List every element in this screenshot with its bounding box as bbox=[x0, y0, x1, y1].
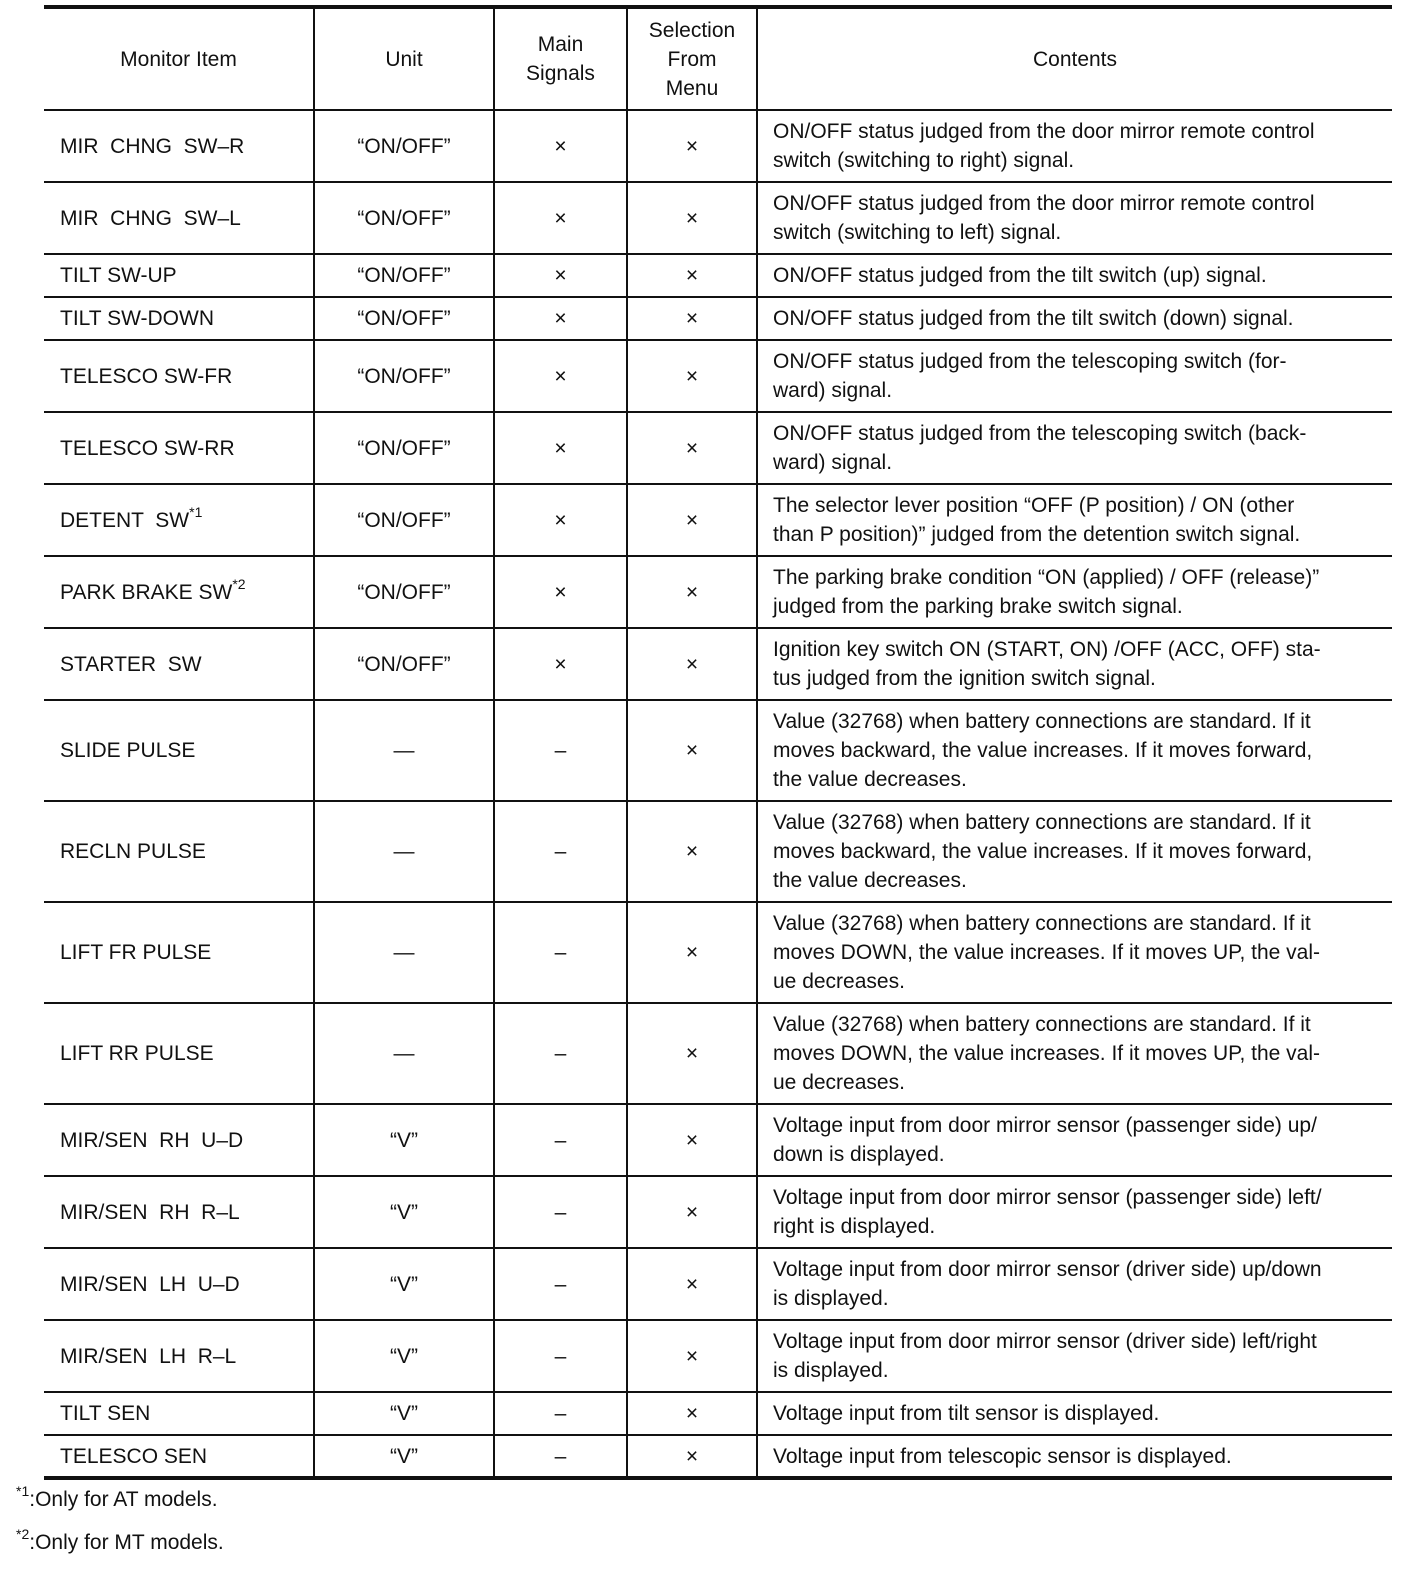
table-row bbox=[44, 1320, 1392, 1392]
table-body bbox=[44, 110, 1392, 1478]
contents-line: down is displayed. bbox=[773, 1143, 945, 1166]
header-main-signals bbox=[494, 7, 627, 110]
header-contents: Contents bbox=[757, 7, 1392, 110]
contents-line: judged from the parking brake switch signal. bbox=[773, 595, 1183, 618]
monitor-item-label: RECLN PULSE bbox=[60, 840, 206, 863]
contents-line: Voltage input from door mirror sensor (passenger side) up/ bbox=[773, 1114, 1317, 1137]
cell-monitor-item bbox=[44, 182, 314, 254]
header-selection-line: From bbox=[667, 47, 717, 71]
cell-contents bbox=[757, 1003, 1392, 1104]
contents-line: ward) signal. bbox=[773, 451, 893, 474]
cell-main-signals: × bbox=[494, 484, 627, 556]
cell-contents bbox=[757, 254, 1392, 297]
monitor-item-label: MIR/SEN LH U–D bbox=[60, 1272, 240, 1296]
monitor-item-label: MIR/SEN LH R–L bbox=[60, 1344, 237, 1368]
table-header bbox=[44, 7, 1392, 110]
cell-unit: “ON/OFF” bbox=[314, 254, 494, 297]
cell-contents bbox=[757, 297, 1392, 340]
table-row bbox=[44, 1392, 1392, 1435]
cell-selection-from-menu: × bbox=[627, 556, 757, 628]
cell-unit: “V” bbox=[314, 1248, 494, 1320]
cell-monitor-item bbox=[44, 801, 314, 902]
cell-main-signals: × bbox=[494, 556, 627, 628]
cell-selection-from-menu: × bbox=[627, 902, 757, 1003]
cell-unit: “ON/OFF” bbox=[314, 110, 494, 182]
table-row bbox=[44, 1176, 1392, 1248]
cell-main-signals: – bbox=[494, 902, 627, 1003]
monitor-item-label: TELESCO SW-RR bbox=[60, 436, 235, 460]
cell-contents bbox=[757, 1435, 1392, 1478]
cell-main-signals: × bbox=[494, 628, 627, 700]
footnote-mark: *2 bbox=[16, 1526, 30, 1542]
cell-unit: “ON/OFF” bbox=[314, 556, 494, 628]
contents-line: ON/OFF status judged from the door mirror remote control bbox=[773, 120, 1315, 143]
cell-contents bbox=[757, 182, 1392, 254]
cell-selection-from-menu: × bbox=[627, 297, 757, 340]
contents-line: moves DOWN, the value increases. If it moves UP, the val- bbox=[773, 941, 1320, 964]
cell-main-signals: – bbox=[494, 801, 627, 902]
cell-monitor-item bbox=[44, 254, 314, 297]
cell-unit: “ON/OFF” bbox=[314, 182, 494, 254]
cell-main-signals: × bbox=[494, 340, 627, 412]
contents-line: The parking brake condition “ON (applied) / OFF (release)” bbox=[773, 566, 1320, 589]
cell-selection-from-menu: × bbox=[627, 1003, 757, 1104]
contents-line: the value decreases. bbox=[773, 768, 967, 791]
contents-line: Voltage input from tilt sensor is displayed. bbox=[773, 1402, 1160, 1425]
cell-monitor-item bbox=[44, 484, 314, 556]
cell-contents bbox=[757, 484, 1392, 556]
cell-unit: “V” bbox=[314, 1176, 494, 1248]
contents-line: than P position)” judged from the detention switch signal. bbox=[773, 523, 1301, 546]
monitor-item-label: SLIDE PULSE bbox=[60, 739, 196, 762]
header-main-signals-line: Signals bbox=[526, 62, 595, 85]
cell-unit: “ON/OFF” bbox=[314, 484, 494, 556]
cell-main-signals: – bbox=[494, 700, 627, 801]
cell-unit: — bbox=[314, 700, 494, 801]
cell-unit: “V” bbox=[314, 1320, 494, 1392]
contents-line: The selector lever position “OFF (P position) / ON (other bbox=[773, 494, 1295, 517]
cell-main-signals: – bbox=[494, 1003, 627, 1104]
cell-contents bbox=[757, 110, 1392, 182]
cell-monitor-item bbox=[44, 1104, 314, 1176]
table-row bbox=[44, 801, 1392, 902]
cell-main-signals: × bbox=[494, 110, 627, 182]
cell-contents bbox=[757, 1104, 1392, 1176]
monitor-item-label: TILT SEN bbox=[60, 1402, 151, 1425]
footnote-1 bbox=[16, 1485, 224, 1528]
cell-selection-from-menu: × bbox=[627, 1248, 757, 1320]
cell-main-signals: × bbox=[494, 182, 627, 254]
cell-unit: “V” bbox=[314, 1104, 494, 1176]
cell-selection-from-menu: × bbox=[627, 628, 757, 700]
cell-contents bbox=[757, 700, 1392, 801]
monitor-item-label: TELESCO SEN bbox=[60, 1444, 208, 1468]
cell-selection-from-menu: × bbox=[627, 801, 757, 902]
table-row bbox=[44, 700, 1392, 801]
cell-contents bbox=[757, 1248, 1392, 1320]
cell-contents bbox=[757, 1176, 1392, 1248]
cell-contents bbox=[757, 902, 1392, 1003]
cell-unit: “V” bbox=[314, 1392, 494, 1435]
contents-line: Voltage input from door mirror sensor (driver side) left/right bbox=[773, 1330, 1317, 1353]
table-row bbox=[44, 484, 1392, 556]
contents-line: Voltage input from door mirror sensor (driver side) up/down bbox=[773, 1258, 1322, 1281]
table-row bbox=[44, 902, 1392, 1003]
table-row bbox=[44, 1435, 1392, 1478]
cell-monitor-item bbox=[44, 1392, 314, 1435]
cell-contents bbox=[757, 1320, 1392, 1392]
table-row bbox=[44, 254, 1392, 297]
cell-selection-from-menu: × bbox=[627, 340, 757, 412]
contents-line: ue decreases. bbox=[773, 970, 905, 993]
contents-line: switch (switching to left) signal. bbox=[773, 221, 1062, 244]
cell-main-signals: – bbox=[494, 1320, 627, 1392]
cell-selection-from-menu: × bbox=[627, 1320, 757, 1392]
cell-selection-from-menu: × bbox=[627, 110, 757, 182]
monitor-item-label: PARK BRAKE SW bbox=[60, 580, 233, 604]
monitor-item-label: MIR/SEN RH U–D bbox=[60, 1128, 244, 1152]
monitor-item-label: LIFT FR PULSE bbox=[60, 941, 212, 964]
cell-selection-from-menu: × bbox=[627, 412, 757, 484]
footnote-mark: *1 bbox=[16, 1483, 30, 1499]
cell-contents bbox=[757, 628, 1392, 700]
contents-line: ON/OFF status judged from the telescoping switch (back- bbox=[773, 422, 1307, 445]
monitor-items-table-container bbox=[44, 5, 1392, 1480]
cell-monitor-item bbox=[44, 556, 314, 628]
contents-line: ue decreases. bbox=[773, 1071, 905, 1094]
monitor-item-label: MIR CHNG SW–R bbox=[60, 134, 245, 158]
contents-line: ward) signal. bbox=[773, 379, 893, 402]
monitor-items-table bbox=[44, 5, 1392, 1480]
table-row bbox=[44, 1104, 1392, 1176]
table-row bbox=[44, 556, 1392, 628]
cell-selection-from-menu: × bbox=[627, 182, 757, 254]
table-row bbox=[44, 340, 1392, 412]
cell-monitor-item bbox=[44, 412, 314, 484]
cell-selection-from-menu: × bbox=[627, 700, 757, 801]
monitor-item-label: TELESCO SW-FR bbox=[60, 364, 233, 388]
contents-line: Value (32768) when battery connections are standard. If it bbox=[773, 912, 1311, 935]
cell-monitor-item bbox=[44, 1320, 314, 1392]
cell-monitor-item bbox=[44, 628, 314, 700]
header-selection-line: Menu bbox=[665, 76, 719, 100]
contents-line: ON/OFF status judged from the telescoping switch (for- bbox=[773, 350, 1287, 373]
header-row bbox=[44, 7, 1392, 110]
cell-monitor-item bbox=[44, 700, 314, 801]
monitor-item-label: TILT SW-UP bbox=[60, 264, 177, 287]
contents-line: switch (switching to right) signal. bbox=[773, 149, 1075, 172]
cell-contents bbox=[757, 556, 1392, 628]
contents-line: Voltage input from door mirror sensor (passenger side) left/ bbox=[773, 1186, 1322, 1209]
cell-contents bbox=[757, 412, 1392, 484]
contents-line: Value (32768) when battery connections are standard. If it bbox=[773, 811, 1311, 834]
cell-selection-from-menu: × bbox=[627, 254, 757, 297]
header-unit: Unit bbox=[314, 7, 494, 110]
contents-line: tus judged from the ignition switch signal. bbox=[773, 667, 1156, 690]
cell-main-signals: × bbox=[494, 412, 627, 484]
contents-line: Ignition key switch ON (START, ON) /OFF (ACC, OFF) sta- bbox=[773, 638, 1321, 661]
table-row bbox=[44, 628, 1392, 700]
contents-line: Voltage input from telescopic sensor is displayed. bbox=[773, 1444, 1232, 1468]
header-selection-from-menu bbox=[627, 7, 757, 110]
cell-monitor-item bbox=[44, 1248, 314, 1320]
table-row bbox=[44, 1248, 1392, 1320]
cell-unit: — bbox=[314, 1003, 494, 1104]
cell-main-signals: × bbox=[494, 297, 627, 340]
cell-unit: “ON/OFF” bbox=[314, 412, 494, 484]
cell-monitor-item bbox=[44, 110, 314, 182]
contents-line: Value (32768) when battery connections are standard. If it bbox=[773, 710, 1311, 733]
table-row bbox=[44, 1003, 1392, 1104]
cell-main-signals: – bbox=[494, 1392, 627, 1435]
cell-monitor-item bbox=[44, 1435, 314, 1478]
monitor-item-label: DETENT SW bbox=[60, 508, 190, 532]
monitor-item-label: STARTER SW bbox=[60, 652, 202, 676]
footnote-reference: *1 bbox=[189, 503, 203, 520]
table-row bbox=[44, 182, 1392, 254]
cell-unit: — bbox=[314, 902, 494, 1003]
contents-line: moves DOWN, the value increases. If it moves UP, the val- bbox=[773, 1042, 1320, 1065]
contents-line: is displayed. bbox=[773, 1287, 889, 1310]
header-selection-line: Selection bbox=[648, 18, 736, 42]
cell-main-signals: – bbox=[494, 1104, 627, 1176]
contents-line: moves backward, the value increases. If it moves forward, bbox=[773, 840, 1313, 863]
contents-line: the value decreases. bbox=[773, 869, 967, 892]
monitor-item-label: MIR/SEN RH R–L bbox=[60, 1200, 240, 1224]
cell-monitor-item bbox=[44, 340, 314, 412]
cell-main-signals: – bbox=[494, 1435, 627, 1478]
cell-unit: — bbox=[314, 801, 494, 902]
monitor-item-label: MIR CHNG SW–L bbox=[60, 206, 241, 230]
footnote-2 bbox=[16, 1528, 224, 1571]
cell-main-signals: – bbox=[494, 1176, 627, 1248]
cell-main-signals: × bbox=[494, 254, 627, 297]
cell-selection-from-menu: × bbox=[627, 1104, 757, 1176]
footnotes bbox=[16, 1485, 224, 1571]
contents-line: ON/OFF status judged from the door mirror remote control bbox=[773, 192, 1315, 215]
monitor-item-label: TILT SW-DOWN bbox=[60, 307, 214, 330]
cell-unit: “ON/OFF” bbox=[314, 297, 494, 340]
contents-line: right is displayed. bbox=[773, 1215, 936, 1238]
cell-unit: “V” bbox=[314, 1435, 494, 1478]
header-monitor-item: Monitor Item bbox=[44, 7, 314, 110]
cell-contents bbox=[757, 1392, 1392, 1435]
footnote-text: :Only for MT models. bbox=[29, 1531, 224, 1554]
cell-main-signals: – bbox=[494, 1248, 627, 1320]
contents-line: ON/OFF status judged from the tilt switch (down) signal. bbox=[773, 307, 1294, 330]
cell-selection-from-menu: × bbox=[627, 1392, 757, 1435]
cell-monitor-item bbox=[44, 297, 314, 340]
cell-selection-from-menu: × bbox=[627, 1435, 757, 1478]
cell-contents bbox=[757, 801, 1392, 902]
cell-monitor-item bbox=[44, 902, 314, 1003]
contents-line: ON/OFF status judged from the tilt switch (up) signal. bbox=[773, 264, 1267, 287]
contents-line: moves backward, the value increases. If it moves forward, bbox=[773, 739, 1313, 762]
cell-selection-from-menu: × bbox=[627, 1176, 757, 1248]
contents-line: Value (32768) when battery connections are standard. If it bbox=[773, 1013, 1311, 1036]
cell-unit: “ON/OFF” bbox=[314, 340, 494, 412]
cell-monitor-item bbox=[44, 1176, 314, 1248]
table-row bbox=[44, 297, 1392, 340]
footnote-reference: *2 bbox=[232, 575, 246, 592]
contents-line: is displayed. bbox=[773, 1359, 889, 1382]
header-main-signals-line: Main bbox=[537, 33, 584, 56]
footnote-text: :Only for AT models. bbox=[29, 1488, 218, 1511]
cell-unit: “ON/OFF” bbox=[314, 628, 494, 700]
table-row bbox=[44, 110, 1392, 182]
cell-selection-from-menu: × bbox=[627, 484, 757, 556]
table-row bbox=[44, 412, 1392, 484]
cell-monitor-item bbox=[44, 1003, 314, 1104]
cell-contents bbox=[757, 340, 1392, 412]
monitor-item-label: LIFT RR PULSE bbox=[60, 1042, 214, 1065]
